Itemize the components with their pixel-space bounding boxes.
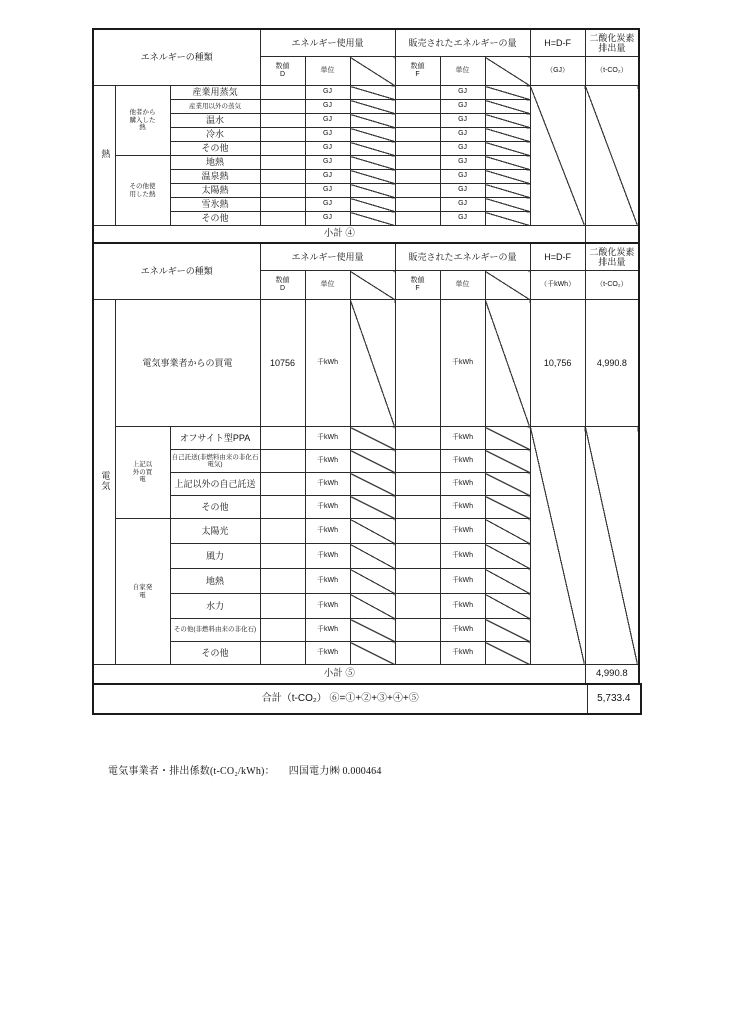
row-blank-1 [350, 142, 395, 156]
row-unit2: GJ [440, 114, 485, 128]
row-name: その他(非燃料由来の非化石) [170, 619, 260, 642]
row-name: 雪氷熱 [170, 198, 260, 212]
electric-co2-column-blank [585, 427, 639, 665]
row-value-d [260, 619, 305, 642]
row-blank-2 [485, 544, 530, 569]
row-value-f [395, 114, 440, 128]
footnote [108, 762, 382, 777]
row-name: 産業用以外の蒸気 [170, 100, 260, 114]
electric-header-unit2: 単位 [440, 271, 485, 300]
row-blank-1 [350, 86, 395, 100]
row-unit2: GJ [440, 86, 485, 100]
row-unit2: 千kWh [440, 642, 485, 665]
row-blank-2 [485, 156, 530, 170]
row-value-d [260, 170, 305, 184]
row-blank-1 [350, 128, 395, 142]
total-row [93, 684, 641, 714]
row-value-f [395, 198, 440, 212]
electric-other-purchase-label: 上記以 外の買 電 [115, 427, 170, 519]
heat-subgroup-purchased-label: 他者から 購入した 熱 [115, 86, 170, 156]
row-value-d [260, 642, 305, 665]
heat-header-sold-amount: 販売されたエネルギーの量 [395, 29, 530, 57]
electric-header-tco2: （t-CO₂） [585, 271, 639, 300]
row-unit1: GJ [305, 212, 350, 226]
row-value-d [260, 427, 305, 450]
electric-header-formula: H=D-F [530, 243, 585, 271]
row-blank-2 [485, 450, 530, 473]
row-unit2: GJ [440, 100, 485, 114]
heat-section-table [92, 28, 640, 244]
heat-header-kind: エネルギーの種類 [93, 29, 260, 86]
row-unit2: GJ [440, 142, 485, 156]
row-unit2: 千kWh [440, 496, 485, 519]
heat-header-row-1 [93, 29, 639, 57]
row-name: その他 [170, 496, 260, 519]
heat-header-co2: 二酸化炭素排出量 [585, 29, 639, 57]
row-unit2: 千kWh [440, 519, 485, 544]
electric-header-row-1 [93, 243, 639, 271]
row-blank-1 [350, 170, 395, 184]
row-name: 上記以外の自己託送 [170, 473, 260, 496]
row-blank-2 [485, 496, 530, 519]
row-unit2: 千kWh [440, 594, 485, 619]
electric-header-blank-2 [485, 271, 530, 300]
heat-header-use-amount: エネルギー使用量 [260, 29, 395, 57]
row-name: その他 [170, 142, 260, 156]
row-value-d [260, 544, 305, 569]
row-blank-1 [350, 519, 395, 544]
row-value-f [395, 156, 440, 170]
row-name: 風力 [170, 544, 260, 569]
row-value-d [260, 128, 305, 142]
total-table [92, 683, 642, 715]
row-value-d [260, 496, 305, 519]
heat-group-label: 熱 [93, 86, 115, 226]
row-name: 自己託送(非燃料由来の非化石電気) [170, 450, 260, 473]
heat-header-tco2: （t-CO₂） [585, 57, 639, 86]
row-unit1: GJ [305, 198, 350, 212]
heat-header-unit2: 単位 [440, 57, 485, 86]
row-blank-2 [485, 128, 530, 142]
electric-subtotal-value: 4,990.8 [585, 665, 639, 685]
row-blank-1 [350, 496, 395, 519]
row-name: 地熱 [170, 156, 260, 170]
row-blank-1 [350, 114, 395, 128]
row-unit2: GJ [440, 156, 485, 170]
row-value-f [395, 519, 440, 544]
row-value-f [395, 473, 440, 496]
row-blank-1 [350, 156, 395, 170]
electric-purchased-co2: 4,990.8 [585, 300, 639, 427]
row-value-d [260, 100, 305, 114]
row-value-d [260, 114, 305, 128]
row-unit2: 千kWh [440, 619, 485, 642]
row-blank-2 [485, 473, 530, 496]
heat-subtotal-label: 小計 ④ [93, 226, 585, 244]
row-blank-1 [350, 450, 395, 473]
electric-header-co2: 二酸化炭素排出量 [585, 243, 639, 271]
row-blank-2 [485, 184, 530, 198]
row-blank-2 [485, 519, 530, 544]
row-value-d [260, 86, 305, 100]
row-value-f [395, 128, 440, 142]
row-value-f [395, 569, 440, 594]
electric-header-blank-1 [350, 271, 395, 300]
row-name: 太陽光 [170, 519, 260, 544]
row-blank-1 [350, 184, 395, 198]
electric-subtotal-label: 小計 ⑤ [93, 665, 585, 685]
row-blank-1 [350, 569, 395, 594]
row-unit1: GJ [305, 114, 350, 128]
row-unit1: 千kWh [305, 473, 350, 496]
row-unit2: GJ [440, 128, 485, 142]
row-blank-1 [350, 100, 395, 114]
heat-header-blank-2 [485, 57, 530, 86]
row-blank-2 [485, 594, 530, 619]
row-name: 地熱 [170, 569, 260, 594]
total-label: 合計（t-CO₂） ⑥=①+②+③+④+⑤ [93, 684, 587, 714]
electric-header-value-f: 数値 F [395, 271, 440, 300]
electric-purchased-value-f [395, 300, 440, 427]
row-unit1: 千kWh [305, 496, 350, 519]
row-blank-1 [350, 198, 395, 212]
row-unit2: GJ [440, 184, 485, 198]
row-unit1: GJ [305, 128, 350, 142]
electric-self-generation-label: 自家発 電 [115, 519, 170, 665]
row-blank-1 [350, 619, 395, 642]
row-value-d [260, 184, 305, 198]
row-blank-1 [350, 473, 395, 496]
row-name: 温泉熱 [170, 170, 260, 184]
row-value-f [395, 212, 440, 226]
row-unit2: GJ [440, 212, 485, 226]
row-blank-2 [485, 170, 530, 184]
row-unit2: GJ [440, 170, 485, 184]
row-value-f [395, 642, 440, 665]
heat-h-column-blank [530, 86, 585, 226]
heat-header-value-d: 数値 D [260, 57, 305, 86]
row-value-f [395, 450, 440, 473]
electric-purchased-blank-1 [350, 300, 395, 427]
heat-subtotal-row [93, 226, 639, 244]
footnote-label: 電気事業者・排出係数(t-CO₂/kWh)： [108, 766, 275, 777]
row-value-d [260, 156, 305, 170]
row-value-d [260, 212, 305, 226]
row-value-d [260, 142, 305, 156]
row-unit2: 千kWh [440, 473, 485, 496]
row-unit2: GJ [440, 198, 485, 212]
row-unit1: 千kWh [305, 519, 350, 544]
row-blank-2 [485, 86, 530, 100]
row-unit1: 千kWh [305, 450, 350, 473]
row-blank-2 [485, 642, 530, 665]
row-unit2: 千kWh [440, 450, 485, 473]
row-blank-2 [485, 212, 530, 226]
row-value-f [395, 594, 440, 619]
row-blank-1 [350, 544, 395, 569]
row-value-d [260, 450, 305, 473]
row-name: その他 [170, 642, 260, 665]
row-value-d [260, 473, 305, 496]
row-value-f [395, 544, 440, 569]
row-name: 産業用蒸気 [170, 86, 260, 100]
row-blank-1 [350, 642, 395, 665]
row-name: その他 [170, 212, 260, 226]
row-blank-2 [485, 114, 530, 128]
row-name: 冷水 [170, 128, 260, 142]
electric-purchased-unit1: 千kWh [305, 300, 350, 427]
electric-header-kind: エネルギーの種類 [93, 243, 260, 300]
row-unit1: GJ [305, 156, 350, 170]
row-value-f [395, 619, 440, 642]
row-blank-2 [485, 100, 530, 114]
heat-co2-column-blank [585, 86, 639, 226]
row-blank-2 [485, 569, 530, 594]
row-unit1: 千kWh [305, 642, 350, 665]
row-unit2: 千kWh [440, 427, 485, 450]
row-blank-2 [485, 142, 530, 156]
row-unit1: GJ [305, 142, 350, 156]
row-unit1: GJ [305, 184, 350, 198]
energy-report-sheet [92, 28, 640, 715]
electric-h-column-blank [530, 427, 585, 665]
heat-header-value-f: 数値 F [395, 57, 440, 86]
row-unit1: 千kWh [305, 427, 350, 450]
row-name: 温水 [170, 114, 260, 128]
row-value-f [395, 170, 440, 184]
heat-header-formula: H=D-F [530, 29, 585, 57]
row-blank-2 [485, 198, 530, 212]
footnote-value: 四国電力㈱ 0.000464 [288, 766, 382, 777]
row-blank-1 [350, 594, 395, 619]
row-name: オフサイト型PPA [170, 427, 260, 450]
electric-purchased-name: 電気事業者からの買電 [115, 300, 260, 427]
row-unit1: 千kWh [305, 619, 350, 642]
electric-section-table [92, 242, 640, 685]
row-value-d [260, 594, 305, 619]
row-value-d [260, 569, 305, 594]
row-blank-1 [350, 212, 395, 226]
row-unit1: GJ [305, 86, 350, 100]
electric-header-value-d: 数値 D [260, 271, 305, 300]
row-unit1: 千kWh [305, 569, 350, 594]
row-name: 水力 [170, 594, 260, 619]
electric-purchased-row [93, 300, 639, 427]
row-value-f [395, 142, 440, 156]
electric-header-use-amount: エネルギー使用量 [260, 243, 395, 271]
row-blank-2 [485, 619, 530, 642]
heat-header-blank-1 [350, 57, 395, 86]
electric-header-sold-amount: 販売されたエネルギーの量 [395, 243, 530, 271]
row-unit1: GJ [305, 170, 350, 184]
row-value-f [395, 86, 440, 100]
row-unit1: 千kWh [305, 544, 350, 569]
row-blank-2 [485, 427, 530, 450]
electric-purchased-unit2: 千kWh [440, 300, 485, 427]
table-row [93, 427, 639, 450]
row-unit1: 千kWh [305, 594, 350, 619]
row-blank-1 [350, 427, 395, 450]
heat-header-unit1: 単位 [305, 57, 350, 86]
electric-header-unit1: 単位 [305, 271, 350, 300]
electric-purchased-value-d: 10756 [260, 300, 305, 427]
row-value-f [395, 496, 440, 519]
row-unit2: 千kWh [440, 569, 485, 594]
heat-subgroup-other-label: その他使 用した熱 [115, 156, 170, 226]
heat-header-gj: （GJ） [530, 57, 585, 86]
electric-purchased-h-value: 10,756 [530, 300, 585, 427]
row-value-f [395, 184, 440, 198]
row-value-f [395, 100, 440, 114]
row-unit1: GJ [305, 100, 350, 114]
electric-subtotal-row [93, 665, 639, 685]
row-value-d [260, 519, 305, 544]
row-name: 太陽熱 [170, 184, 260, 198]
table-row [93, 86, 639, 100]
electric-header-kwh: （千kWh） [530, 271, 585, 300]
row-value-f [395, 427, 440, 450]
total-value: 5,733.4 [587, 684, 641, 714]
electric-group-label: 電気 [93, 300, 115, 665]
row-value-d [260, 198, 305, 212]
row-unit2: 千kWh [440, 544, 485, 569]
heat-subtotal-value [585, 226, 639, 244]
electric-purchased-blank-2 [485, 300, 530, 427]
